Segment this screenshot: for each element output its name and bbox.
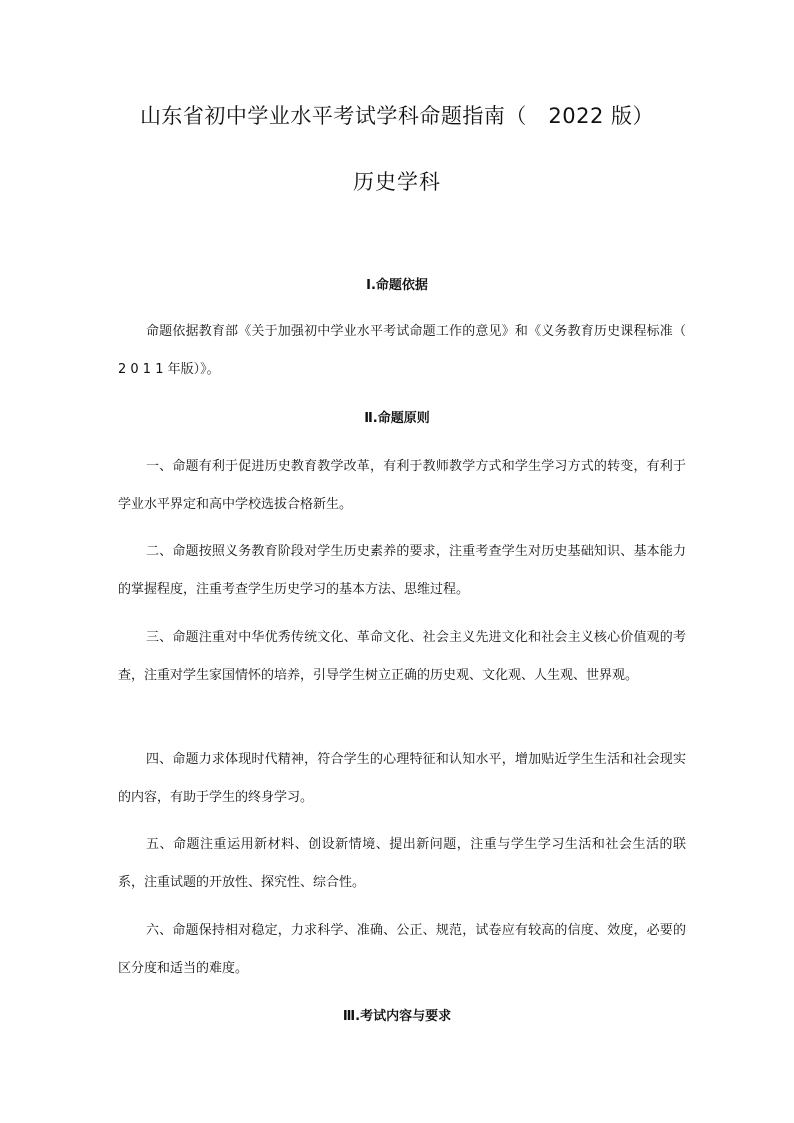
section-heading-principles: Ⅱ.命题原则 xyxy=(364,411,430,426)
section-heading-basis: Ⅰ.命题依据 xyxy=(366,278,428,293)
document-subject: 历史学科 xyxy=(353,170,441,194)
paragraph-principle-1: 一、命题有利于促进历史教育教学改革，有利于教师教学方式和学生学习方式的转变，有利于学业水平界定和高中学校选拔合格新生。 xyxy=(118,459,686,512)
paragraph-principle-4: 四、命题力求体现时代精神，符合学生的心理特征和认知水平，增加贴近学生生活和社会现实的内容，有助于学生的终身学习。 xyxy=(118,752,686,805)
paragraph-principle-2: 二、命题按照义务教育阶段对学生历史素养的要求，注重考查学生对历史基础知识、基本能力的掌握程度，注重考查学生历史学习的基本方法、思维过程。 xyxy=(118,544,686,597)
paragraph-principle-6: 六、命题保持相对稳定，力求科学、准确、公正、规范，试卷应有较高的信度、效度，必要的区分度和适当的难度。 xyxy=(118,923,686,976)
section-heading-content: Ⅲ.考试内容与要求 xyxy=(342,1009,452,1024)
paragraph-basis: 命题依据教育部《关于加强初中学业水平考试命题工作的意见》和《义务教育历史课程标准（ 2 0 1 1 年版）》。 xyxy=(118,324,686,377)
paragraph-principle-3: 三、命题注重对中华优秀传统文化、革命文化、社会主义先进文化和社会主义核心价值观的考查，注重对学生家国情怀的培养，引导学生树立正确的历史观、文化观、人生观、世界观。 xyxy=(118,630,686,683)
paragraph-principle-5: 五、命题注重运用新材料、创设新情境、提出新问题，注重与学生学习生活和社会生活的联系，注重试题的开放性、探究性、综合性。 xyxy=(118,837,686,890)
document-title: 山东省初中学业水平考试学科命题指南（ 2022 版） xyxy=(139,104,655,128)
